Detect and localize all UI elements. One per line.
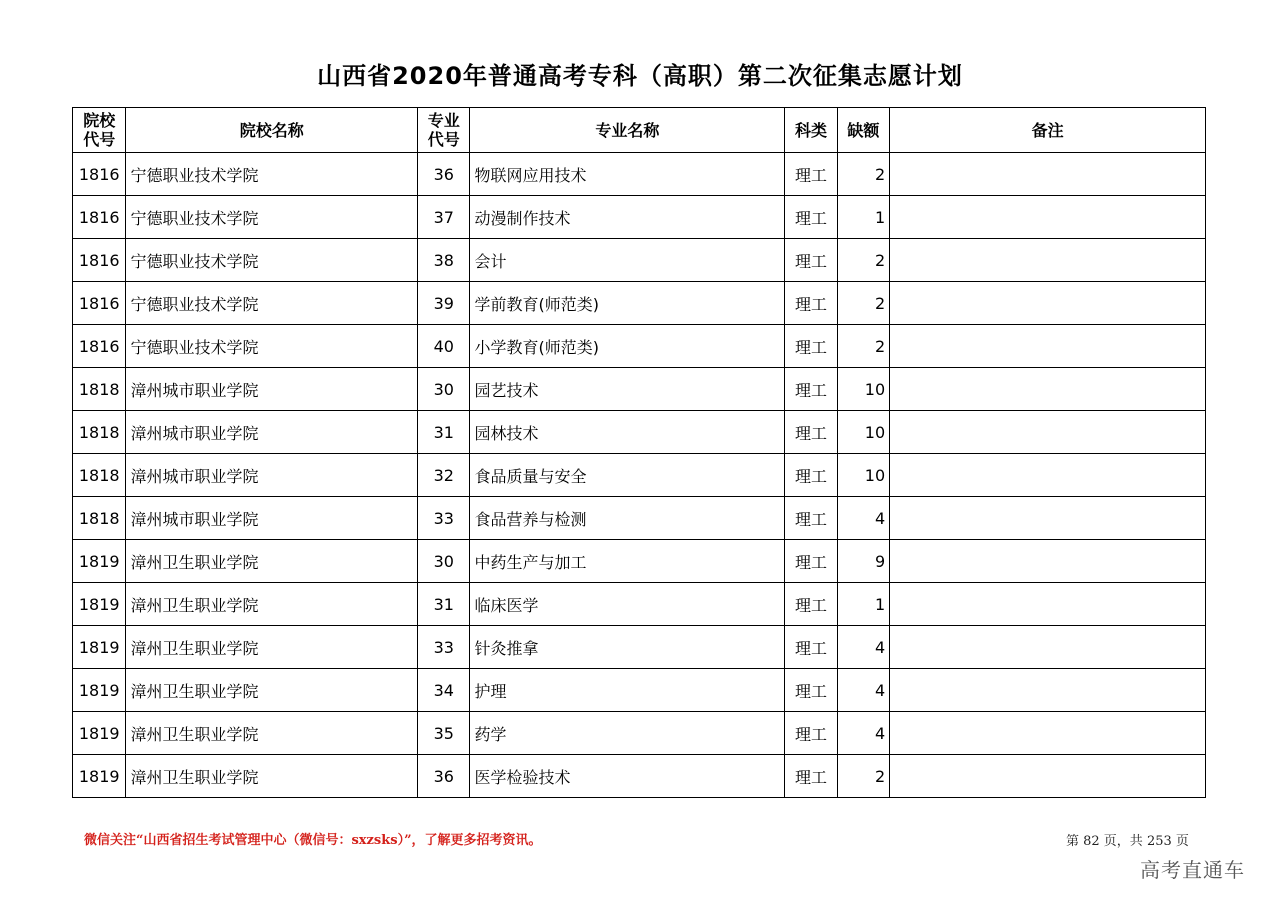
table-row — [73, 712, 1206, 755]
cell-major-code: 40 — [418, 325, 470, 368]
cell-major-name: 医学检验技术 — [470, 755, 785, 798]
cell-major-code: 37 — [418, 196, 470, 239]
footer-wechat-note: 微信关注“山西省招生考试管理中心（微信号：sxzsks）”，了解更多招考资讯。 — [84, 833, 542, 848]
cell-major-code: 31 — [418, 411, 470, 454]
cell-school-code: 1819 — [73, 755, 126, 798]
cell-school-name: 漳州卫生职业学院 — [126, 669, 418, 712]
cell-school-name: 漳州城市职业学院 — [126, 497, 418, 540]
table-row — [73, 626, 1206, 669]
cell-quota: 10 — [837, 368, 889, 411]
cell-quota: 4 — [837, 669, 889, 712]
cell-category: 理工 — [785, 196, 837, 239]
cell-school-name: 漳州城市职业学院 — [126, 411, 418, 454]
table-row — [73, 325, 1206, 368]
cell-major-code: 36 — [418, 153, 470, 196]
table-header-row — [73, 108, 1206, 153]
cell-school-code: 1818 — [73, 497, 126, 540]
cell-category: 理工 — [785, 583, 837, 626]
cell-school-code: 1816 — [73, 196, 126, 239]
cell-school-name: 漳州卫生职业学院 — [126, 712, 418, 755]
cell-remarks — [890, 454, 1206, 497]
cell-major-code: 38 — [418, 239, 470, 282]
cell-remarks — [890, 153, 1206, 196]
cell-school-code: 1818 — [73, 454, 126, 497]
cell-school-name: 漳州城市职业学院 — [126, 368, 418, 411]
cell-quota: 4 — [837, 497, 889, 540]
table-row — [73, 411, 1206, 454]
cell-school-name: 宁德职业技术学院 — [126, 239, 418, 282]
header-major-name: 专业名称 — [470, 108, 785, 153]
cell-major-code: 33 — [418, 626, 470, 669]
header-category: 科类 — [785, 108, 837, 153]
table-row — [73, 239, 1206, 282]
cell-remarks — [890, 196, 1206, 239]
cell-major-name: 针灸推拿 — [470, 626, 785, 669]
cell-remarks — [890, 712, 1206, 755]
cell-quota: 10 — [837, 411, 889, 454]
cell-quota: 1 — [837, 583, 889, 626]
cell-remarks — [890, 669, 1206, 712]
cell-school-code: 1819 — [73, 669, 126, 712]
cell-major-name: 食品质量与安全 — [470, 454, 785, 497]
cell-school-name: 宁德职业技术学院 — [126, 325, 418, 368]
cell-category: 理工 — [785, 454, 837, 497]
cell-school-code: 1818 — [73, 368, 126, 411]
cell-major-name: 动漫制作技术 — [470, 196, 785, 239]
cell-school-name: 漳州卫生职业学院 — [126, 755, 418, 798]
cell-school-code: 1819 — [73, 540, 126, 583]
cell-quota: 4 — [837, 626, 889, 669]
table-row — [73, 755, 1206, 798]
cell-major-code: 33 — [418, 497, 470, 540]
header-school-code: 院校代号 — [73, 108, 126, 153]
cell-category: 理工 — [785, 153, 837, 196]
cell-major-code: 31 — [418, 583, 470, 626]
cell-category: 理工 — [785, 368, 837, 411]
cell-remarks — [890, 540, 1206, 583]
cell-major-name: 会计 — [470, 239, 785, 282]
cell-category: 理工 — [785, 540, 837, 583]
cell-school-code: 1816 — [73, 325, 126, 368]
cell-school-code: 1816 — [73, 239, 126, 282]
cell-remarks — [890, 497, 1206, 540]
cell-remarks — [890, 368, 1206, 411]
cell-major-name: 临床医学 — [470, 583, 785, 626]
cell-major-name: 护理 — [470, 669, 785, 712]
cell-remarks — [890, 325, 1206, 368]
cell-major-name: 小学教育(师范类) — [470, 325, 785, 368]
cell-school-code: 1819 — [73, 712, 126, 755]
cell-quota: 4 — [837, 712, 889, 755]
header-quota: 缺额 — [837, 108, 889, 153]
cell-major-code: 39 — [418, 282, 470, 325]
cell-quota: 10 — [837, 454, 889, 497]
cell-quota: 2 — [837, 755, 889, 798]
cell-school-code: 1816 — [73, 282, 126, 325]
table-row — [73, 368, 1206, 411]
cell-school-code: 1819 — [73, 626, 126, 669]
table-row — [73, 282, 1206, 325]
cell-major-name: 物联网应用技术 — [470, 153, 785, 196]
cell-category: 理工 — [785, 497, 837, 540]
cell-major-code: 36 — [418, 755, 470, 798]
header-school-name: 院校名称 — [126, 108, 418, 153]
table-row — [73, 196, 1206, 239]
cell-school-name: 宁德职业技术学院 — [126, 196, 418, 239]
cell-quota: 9 — [837, 540, 889, 583]
cell-remarks — [890, 626, 1206, 669]
cell-major-name: 中药生产与加工 — [470, 540, 785, 583]
cell-quota: 2 — [837, 153, 889, 196]
table-row — [73, 583, 1206, 626]
cell-major-code: 30 — [418, 368, 470, 411]
table-row — [73, 153, 1206, 196]
cell-major-name: 园林技术 — [470, 411, 785, 454]
cell-category: 理工 — [785, 626, 837, 669]
cell-school-code: 1818 — [73, 411, 126, 454]
cell-remarks — [890, 239, 1206, 282]
cell-major-code: 34 — [418, 669, 470, 712]
cell-remarks — [890, 411, 1206, 454]
cell-school-name: 宁德职业技术学院 — [126, 153, 418, 196]
cell-school-name: 漳州卫生职业学院 — [126, 540, 418, 583]
cell-remarks — [890, 583, 1206, 626]
cell-school-code: 1819 — [73, 583, 126, 626]
cell-major-code: 30 — [418, 540, 470, 583]
cell-quota: 2 — [837, 239, 889, 282]
cell-school-name: 漳州卫生职业学院 — [126, 583, 418, 626]
cell-major-name: 药学 — [470, 712, 785, 755]
page-title: 山西省2020年普通高考专科（高职）第二次征集志愿计划 — [317, 62, 963, 90]
cell-major-code: 32 — [418, 454, 470, 497]
table-row — [73, 454, 1206, 497]
cell-school-code: 1816 — [73, 153, 126, 196]
cell-major-name: 学前教育(师范类) — [470, 282, 785, 325]
cell-category: 理工 — [785, 755, 837, 798]
table-row — [73, 497, 1206, 540]
cell-category: 理工 — [785, 239, 837, 282]
header-major-code: 专业代号 — [418, 108, 470, 153]
cell-school-name: 宁德职业技术学院 — [126, 282, 418, 325]
cell-school-name: 漳州城市职业学院 — [126, 454, 418, 497]
table-row — [73, 540, 1206, 583]
cell-major-name: 园艺技术 — [470, 368, 785, 411]
cell-category: 理工 — [785, 669, 837, 712]
cell-category: 理工 — [785, 411, 837, 454]
header-remarks: 备注 — [890, 108, 1206, 153]
cell-quota: 2 — [837, 325, 889, 368]
page-number: 第 82 页，共 253 页 — [1066, 834, 1189, 849]
cell-quota: 1 — [837, 196, 889, 239]
cell-remarks — [890, 755, 1206, 798]
cell-category: 理工 — [785, 282, 837, 325]
cell-remarks — [890, 282, 1206, 325]
cell-major-code: 35 — [418, 712, 470, 755]
cell-major-name: 食品营养与检测 — [470, 497, 785, 540]
watermark-text: 高考直通车 — [1140, 858, 1245, 882]
cell-school-name: 漳州卫生职业学院 — [126, 626, 418, 669]
enrollment-plan-table — [72, 107, 1206, 798]
cell-category: 理工 — [785, 712, 837, 755]
cell-category: 理工 — [785, 325, 837, 368]
table-row — [73, 669, 1206, 712]
cell-quota: 2 — [837, 282, 889, 325]
